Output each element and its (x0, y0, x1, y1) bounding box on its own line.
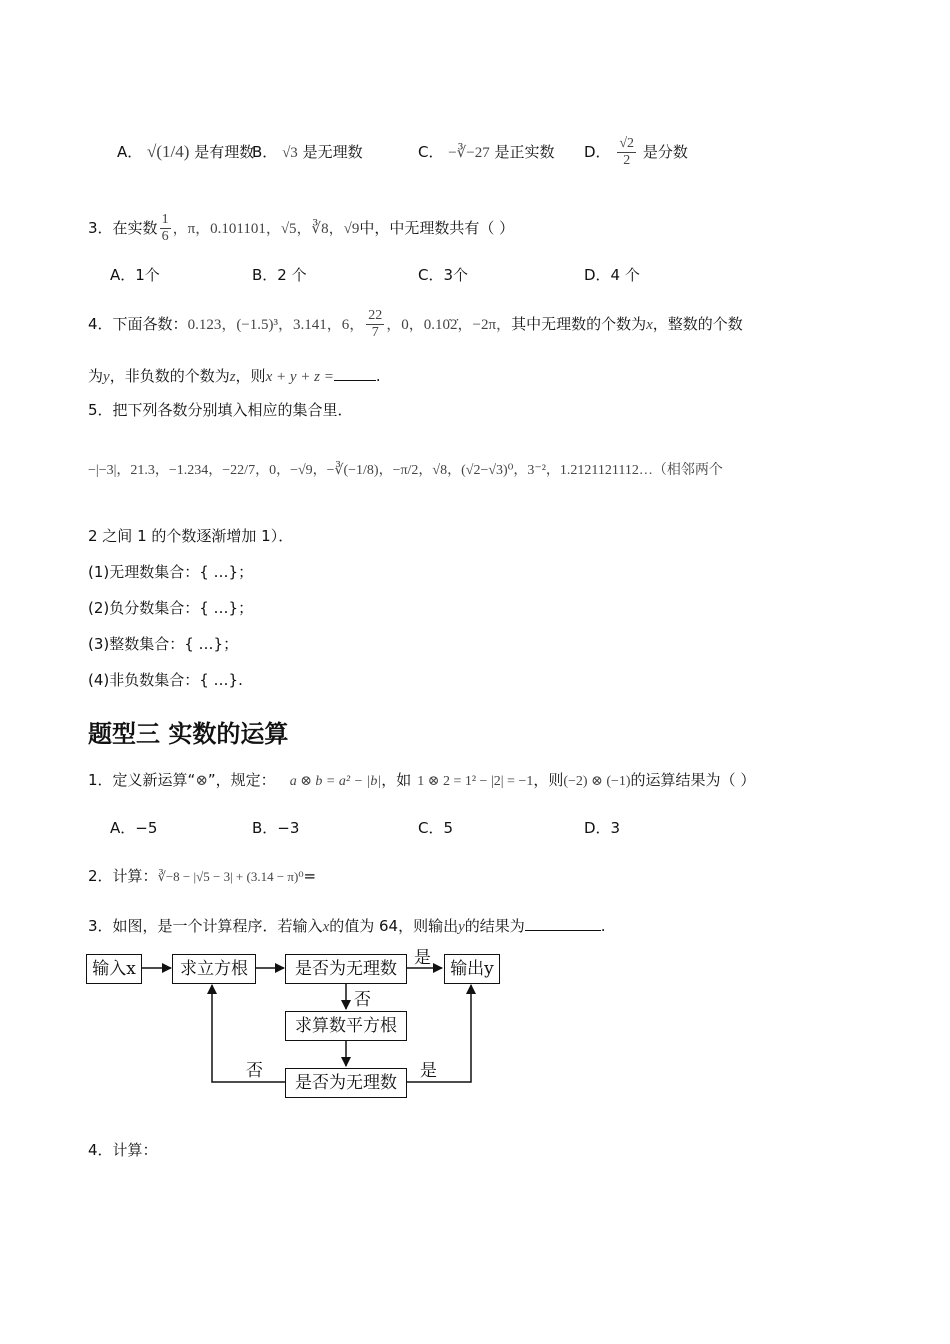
section-title: 题型三 实数的运算 (88, 720, 289, 748)
q2-option-d-fraction: $\frac{√2}{2}$ (619, 136, 635, 168)
s3q1-option-a: A．−5 (110, 819, 158, 837)
q2-option-c: C． −∛−27 是正实数 (418, 143, 555, 161)
flow-box-check-irrational-2: 是否为无理数 (285, 1068, 407, 1098)
q5-stem: 5．把下列各数分别填入相应的集合里． (88, 401, 353, 419)
q4-fraction: $\frac{22}{7}$ (368, 308, 383, 340)
q5-numbers-cont: 2 之间 1 的个数逐渐增加 1）． (88, 527, 294, 545)
flow-label-no-1: 否 (354, 990, 371, 1010)
q2-option-b: B． √3 是无理数 (252, 143, 363, 161)
q3-option-d: D．4 个 (584, 266, 640, 284)
arrow-check2-to-output (406, 985, 471, 1082)
q5-set-non-negative: (4)非负数集合：{ …}. (88, 671, 243, 689)
s3q1-option-b: B．−3 (252, 819, 300, 837)
s3q1-option-c: C．5 (418, 819, 454, 837)
flow-label-yes-1: 是 (414, 948, 431, 968)
q3-option-b: B．2 个 (252, 266, 307, 284)
flow-box-input: 输入x (86, 954, 142, 984)
q2-option-d: D． $\frac{√2}{2}$ 是分数 (584, 136, 688, 168)
flow-box-cube-root: 求立方根 (172, 954, 256, 984)
flow-label-no-2: 否 (246, 1061, 263, 1081)
q5-set-irrational: (1)无理数集合：{ …}； (88, 563, 254, 581)
q3-stem: 3．在实数 $\frac{1}{6}$ ，π，0.101101，√5，∛8，√9中，中无理数共有（ ） (88, 212, 515, 244)
q4-stem-line2: 为y，非负数的个数为z，则x + y + z = . (88, 367, 381, 385)
flow-box-check-irrational-1: 是否为无理数 (285, 954, 407, 984)
q3-option-c: C．3个 (418, 266, 469, 284)
q2-option-a-math: √(1/4) (147, 142, 190, 161)
q2-option-a: A． √(1/4) 是有理数 (117, 142, 255, 161)
s3q4-stem: 4．计算： (88, 1141, 158, 1159)
q3-fraction: $\frac{1}{6}$ (161, 212, 169, 244)
q5-set-integer: (3)整数集合：{ …}； (88, 635, 239, 653)
flow-box-arithmetic-sqrt: 求算数平方根 (285, 1011, 407, 1041)
flow-label-yes-2: 是 (420, 1061, 437, 1081)
q5-set-negative-fraction: (2)负分数集合：{ …}； (88, 599, 254, 617)
q4-stem-line1: 4．下面各数：0.123，(−1.5)³，3.141，6， $\frac{22}{7}$ ，0，0.10̇2̇，−2π，其中无理数的个数为x，整数的个数 (88, 308, 743, 340)
s3q2-stem: 2．计算：∛−8 − |√5 − 3| + (3.14 − π)⁰= (88, 867, 317, 885)
q3-option-a: A．1个 (110, 266, 160, 284)
s3q1-option-d: D．3 (584, 819, 621, 837)
q5-numbers: −|−3|，21.3，−1.234，−22/7，0，−√9，−∛(−1/8)，−π/2，√8，(√2−√3)⁰，3⁻²，1.2121121112…（相邻两个 (88, 463, 723, 478)
s3q3-stem: 3．如图，是一个计算程序．若输入x的值为 64，则输出y的结果为 . (88, 917, 606, 935)
flow-box-output: 输出y (444, 954, 500, 984)
s3q1-stem: 1．定义新运算“⊗”，规定： a ⊗ b = a² − |b|，如 1 ⊗ 2 = 1² − |2| = −1，则(−2) ⊗ (−1)的运算结果为（ ） (88, 771, 756, 789)
